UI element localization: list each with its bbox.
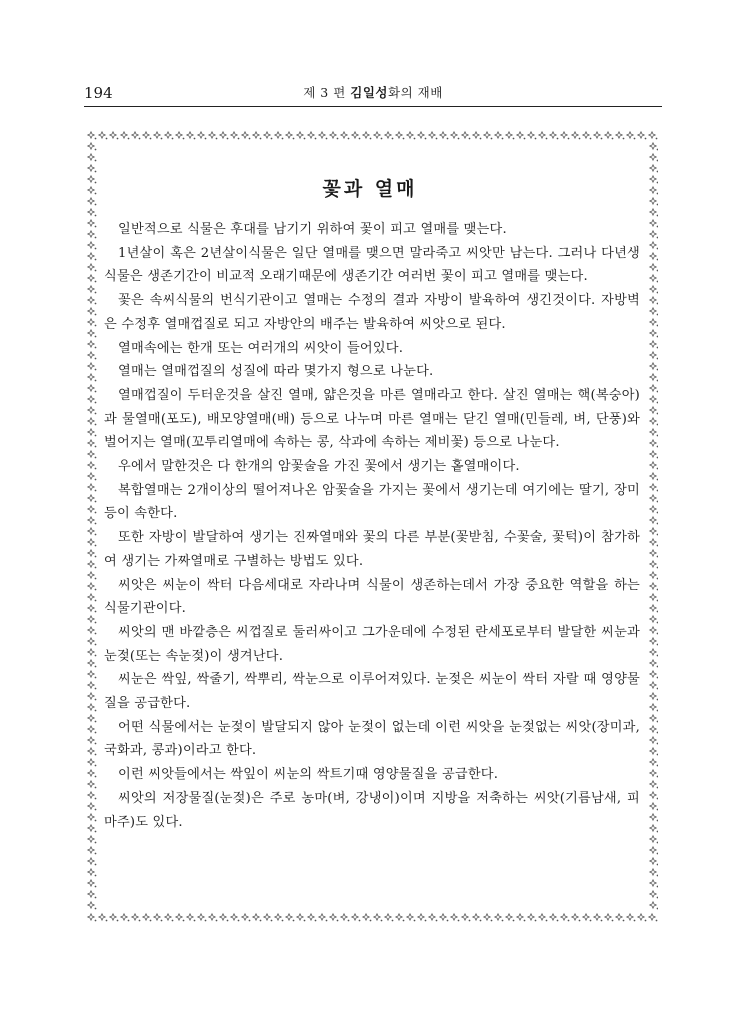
- border-flower-icon: [88, 825, 97, 833]
- border-flower-icon: [650, 495, 658, 503]
- border-flower-icon: [650, 671, 658, 679]
- border-flower-icon: [88, 506, 97, 514]
- border-flower-icon: [650, 407, 658, 415]
- border-flower-icon: [198, 914, 207, 922]
- border-flower-icon: [539, 914, 548, 922]
- border-flower-icon: [165, 132, 174, 140]
- paragraph: 이런 씨앗들에서는 싹잎이 씨눈의 싹트기때 영양물질을 공급한다.: [118, 767, 499, 783]
- paragraph: 열매껍질이 두터운것을 살진 열매, 얇은것을 마른 열매라고 한다. 살진 열매는 핵(복숭아)과 물열매(포도), 배모양열매(배) 등으로 나누며 마른 열매는 닫긴 열매(민들레, 벼, 단풍)와 벌어지는 열매(꼬투리열매에 속하는 콩, 삭과에 속하는 제비꽃) 등으로 나눈다.: [104, 387, 640, 451]
- border-flower-icon: [88, 836, 97, 844]
- paragraph: 우에서 말한것은 다 한개의 암꽃술을 가진 꽃에서 생기는 홑열매이다.: [118, 459, 520, 475]
- border-flower-icon: [209, 914, 218, 922]
- border-flower-icon: [583, 132, 592, 140]
- border-flower-icon: [264, 914, 273, 922]
- border-flower-icon: [88, 407, 97, 415]
- border-flower-icon: [451, 132, 460, 140]
- border-flower-icon: [650, 319, 658, 327]
- border-flower-icon: [528, 132, 537, 140]
- border-flower-icon: [88, 473, 97, 481]
- border-flower-icon: [88, 726, 97, 734]
- border-flower-icon: [484, 914, 493, 922]
- border-flower-icon: [264, 132, 273, 140]
- border-flower-icon: [88, 715, 97, 723]
- border-flower-icon: [418, 132, 427, 140]
- border-flower-icon: [88, 627, 97, 635]
- border-flower-icon: [88, 231, 97, 239]
- border-flower-icon: [88, 880, 97, 888]
- border-flower-icon: [561, 132, 570, 140]
- border-flower-icon: [88, 440, 97, 448]
- border-flower-icon: [88, 341, 97, 349]
- border-flower-icon: [88, 528, 97, 536]
- border-flower-icon: [88, 286, 97, 294]
- paragraph: 열매는 열매껍질의 성질에 따라 몇가지 형으로 나눈다.: [118, 364, 434, 380]
- border-flower-icon: [88, 649, 97, 657]
- border-flower-icon: [517, 914, 526, 922]
- paragraph: 씨앗의 저장물질(눈젖)은 주로 농마(벼, 강냉이)이며 지방을 저축하는 씨앗(기름남새, 피마주)도 있다.: [104, 790, 640, 830]
- border-flower-icon: [418, 914, 427, 922]
- paragraph: 복합열매는 2개이상의 떨어져나온 암꽃술을 가지는 꽃에서 생기는데 여기에는 딸기, 장미 등이 속한다.: [104, 482, 640, 522]
- border-flower-icon: [650, 473, 658, 481]
- border-flower-icon: [88, 154, 97, 162]
- border-flower-icon: [650, 330, 658, 338]
- border-flower-icon: [385, 914, 394, 922]
- paragraph: 씨눈은 싹잎, 싹줄기, 싹뿌리, 싹눈으로 이루어져있다. 눈젖은 씨눈이 싹터 자랄 때 영양물질을 공급한다.: [104, 672, 640, 712]
- border-flower-icon: [650, 264, 658, 272]
- border-flower-icon: [650, 836, 658, 844]
- border-flower-icon: [88, 209, 97, 217]
- border-flower-icon: [88, 242, 97, 250]
- border-flower-icon: [583, 914, 592, 922]
- border-flower-icon: [650, 297, 658, 305]
- border-flower-icon: [88, 847, 97, 855]
- paragraph: 꽃은 속씨식물의 번식기관이고 열매는 수정의 결과 자방이 발육하여 생긴것이다. 자방벽은 수정후 열매껍질로 되고 자방안의 배주는 발육하여 씨앗으로 된다.: [104, 293, 640, 332]
- body-text: [104, 218, 640, 834]
- border-flower-icon: [297, 914, 306, 922]
- border-flower-icon: [88, 132, 97, 140]
- border-flower-icon: [220, 132, 229, 140]
- section-title: 꽃과 열매: [322, 178, 418, 200]
- border-flower-icon: [650, 891, 658, 899]
- border-flower-icon: [88, 902, 97, 910]
- border-flower-icon: [495, 132, 504, 140]
- border-flower-icon: [650, 605, 658, 613]
- border-flower-icon: [528, 914, 537, 922]
- border-flower-icon: [594, 914, 603, 922]
- border-flower-icon: [88, 330, 97, 338]
- border-flower-icon: [462, 132, 471, 140]
- border-flower-icon: [88, 495, 97, 503]
- border-flower-icon: [650, 451, 658, 459]
- border-flower-icon: [650, 440, 658, 448]
- border-flower-icon: [650, 781, 658, 789]
- border-flower-icon: [407, 132, 416, 140]
- border-flower-icon: [650, 583, 658, 591]
- border-flower-icon: [650, 616, 658, 624]
- border-flower-icon: [110, 132, 119, 140]
- paragraph: 씨앗의 맨 바깥층은 씨껍질로 둘러싸이고 그가운데에 수정된 란세포로부터 발달한 씨눈과 눈젖(또는 속눈젖)이 생겨난다.: [104, 624, 640, 664]
- border-flower-icon: [231, 132, 240, 140]
- border-flower-icon: [650, 539, 658, 547]
- border-flower-icon: [99, 132, 108, 140]
- border-flower-icon: [650, 638, 658, 646]
- border-flower-icon: [88, 638, 97, 646]
- chapter-part: 제 3 편: [303, 85, 346, 100]
- page-number: 194: [84, 84, 113, 102]
- border-flower-icon: [352, 132, 361, 140]
- border-flower-icon: [396, 132, 405, 140]
- border-flower-icon: [650, 253, 658, 261]
- border-flower-icon: [650, 748, 658, 756]
- border-flower-icon: [650, 693, 658, 701]
- border-flower-icon: [242, 132, 251, 140]
- border-flower-icon: [187, 132, 196, 140]
- border-flower-icon: [650, 847, 658, 855]
- border-flower-icon: [88, 616, 97, 624]
- border-flower-icon: [88, 583, 97, 591]
- border-flower-icon: [374, 914, 383, 922]
- border-flower-icon: [650, 803, 658, 811]
- border-flower-icon: [517, 132, 526, 140]
- border-flower-icon: [143, 914, 152, 922]
- border-flower-icon: [88, 704, 97, 712]
- border-flower-icon: [495, 914, 504, 922]
- border-flower-icon: [88, 143, 97, 151]
- border-flower-icon: [88, 319, 97, 327]
- border-flower-icon: [330, 132, 339, 140]
- border-flower-icon: [143, 132, 152, 140]
- border-flower-icon: [650, 704, 658, 712]
- border-flower-icon: [506, 132, 515, 140]
- border-flower-icon: [572, 132, 581, 140]
- border-flower-icon: [649, 914, 658, 922]
- border-flower-icon: [88, 792, 97, 800]
- border-flower-icon: [650, 517, 658, 525]
- border-flower-icon: [88, 660, 97, 668]
- border-flower-icon: [396, 914, 405, 922]
- border-flower-icon: [275, 914, 284, 922]
- border-flower-icon: [88, 914, 97, 922]
- border-flower-icon: [650, 374, 658, 382]
- border-flower-icon: [650, 418, 658, 426]
- border-flower-icon: [616, 914, 625, 922]
- border-flower-icon: [88, 605, 97, 613]
- paragraph: 또한 자방이 발달하여 생기는 진짜열매와 꽃의 다른 부분(꽃받침, 수꽃술, 꽃턱)이 참가하여 생기는 가짜열매로 구별하는 방법도 있다.: [104, 530, 640, 569]
- border-flower-icon: [650, 352, 658, 360]
- chapter-rest: 화의 재배: [388, 85, 443, 100]
- paragraph: 열매속에는 한개 또는 여러개의 씨앗이 들어있다.: [118, 340, 404, 356]
- border-flower-icon: [198, 132, 207, 140]
- border-flower-icon: [484, 132, 493, 140]
- border-flower-icon: [650, 682, 658, 690]
- border-flower-icon: [650, 396, 658, 404]
- border-flower-icon: [341, 132, 350, 140]
- border-flower-icon: [253, 132, 262, 140]
- border-flower-icon: [308, 914, 317, 922]
- border-flower-icon: [462, 914, 471, 922]
- border-flower-icon: [88, 869, 97, 877]
- border-flower-icon: [627, 914, 636, 922]
- border-flower-icon: [88, 462, 97, 470]
- border-flower-icon: [650, 726, 658, 734]
- border-flower-icon: [88, 429, 97, 437]
- paragraph: 일반적으로 식물은 후대를 남기기 위하여 꽃이 피고 열매를 맺는다.: [118, 222, 507, 237]
- border-flower-icon: [650, 715, 658, 723]
- border-flower-icon: [132, 914, 141, 922]
- border-flower-icon: [275, 132, 284, 140]
- border-flower-icon: [650, 242, 658, 250]
- border-flower-icon: [88, 275, 97, 283]
- border-flower-icon: [440, 914, 449, 922]
- border-flower-icon: [88, 781, 97, 789]
- border-flower-icon: [132, 132, 141, 140]
- border-flower-icon: [88, 539, 97, 547]
- border-flower-icon: [473, 914, 482, 922]
- border-flower-icon: [88, 418, 97, 426]
- paragraph: 어떤 식물에서는 눈젖이 발달되지 않아 눈젖이 없는데 이런 씨앗을 눈젖없는 씨앗(장미과, 국화과, 콩과)이라고 한다.: [104, 719, 640, 759]
- border-flower-icon: [286, 914, 295, 922]
- border-flower-icon: [650, 363, 658, 371]
- border-flower-icon: [88, 517, 97, 525]
- border-flower-icon: [88, 264, 97, 272]
- border-flower-icon: [88, 770, 97, 778]
- border-flower-icon: [176, 132, 185, 140]
- border-flower-icon: [429, 132, 438, 140]
- border-flower-icon: [88, 561, 97, 569]
- border-flower-icon: [650, 231, 658, 239]
- border-flower-icon: [176, 914, 185, 922]
- chapter-title: [84, 82, 662, 104]
- border-flower-icon: [88, 572, 97, 580]
- border-flower-icon: [209, 132, 218, 140]
- border-flower-icon: [352, 914, 361, 922]
- border-flower-icon: [605, 132, 614, 140]
- border-flower-icon: [88, 814, 97, 822]
- border-flower-icon: [88, 396, 97, 404]
- border-flower-icon: [650, 627, 658, 635]
- border-flower-icon: [407, 914, 416, 922]
- border-flower-icon: [88, 308, 97, 316]
- border-flower-icon: [88, 363, 97, 371]
- paragraph: 씨앗은 씨눈이 싹터 다음세대로 자라나며 식물이 생존하는데서 가장 중요한 역할을 하는 식물기관이다.: [104, 577, 640, 617]
- border-flower-icon: [638, 914, 647, 922]
- border-flower-icon: [650, 572, 658, 580]
- border-flower-icon: [650, 825, 658, 833]
- border-flower-icon: [88, 671, 97, 679]
- border-flower-icon: [616, 132, 625, 140]
- border-flower-icon: [88, 385, 97, 393]
- border-flower-icon: [550, 914, 559, 922]
- border-flower-icon: [220, 914, 229, 922]
- border-flower-icon: [319, 132, 328, 140]
- border-flower-icon: [88, 759, 97, 767]
- border-flower-icon: [550, 132, 559, 140]
- border-flower-icon: [88, 737, 97, 745]
- border-flower-icon: [154, 132, 163, 140]
- border-flower-icon: [110, 914, 119, 922]
- border-flower-icon: [341, 914, 350, 922]
- border-flower-icon: [561, 914, 570, 922]
- border-flower-icon: [154, 914, 163, 922]
- border-flower-icon: [650, 902, 658, 910]
- border-flower-icon: [650, 209, 658, 217]
- border-flower-icon: [374, 132, 383, 140]
- border-flower-icon: [650, 858, 658, 866]
- border-flower-icon: [539, 132, 548, 140]
- border-flower-icon: [440, 132, 449, 140]
- border-flower-icon: [88, 858, 97, 866]
- border-flower-icon: [451, 914, 460, 922]
- border-flower-icon: [650, 594, 658, 602]
- border-flower-icon: [650, 660, 658, 668]
- border-flower-icon: [99, 914, 108, 922]
- border-flower-icon: [121, 132, 130, 140]
- border-flower-icon: [650, 759, 658, 767]
- border-flower-icon: [429, 914, 438, 922]
- border-flower-icon: [627, 132, 636, 140]
- border-flower-icon: [473, 132, 482, 140]
- border-flower-icon: [88, 803, 97, 811]
- border-flower-icon: [88, 253, 97, 261]
- border-flower-icon: [121, 914, 130, 922]
- border-flower-icon: [297, 132, 306, 140]
- border-flower-icon: [319, 914, 328, 922]
- border-flower-icon: [88, 484, 97, 492]
- border-flower-icon: [88, 594, 97, 602]
- border-flower-icon: [363, 132, 372, 140]
- border-flower-icon: [650, 528, 658, 536]
- border-flower-icon: [650, 429, 658, 437]
- border-flower-icon: [650, 506, 658, 514]
- border-flower-icon: [231, 914, 240, 922]
- border-flower-icon: [308, 132, 317, 140]
- running-header: [84, 82, 662, 107]
- border-flower-icon: [572, 914, 581, 922]
- border-flower-icon: [88, 682, 97, 690]
- border-flower-icon: [330, 914, 339, 922]
- border-flower-icon: [88, 297, 97, 305]
- border-flower-icon: [88, 451, 97, 459]
- border-flower-icon: [650, 550, 658, 558]
- border-flower-icon: [650, 484, 658, 492]
- border-flower-icon: [650, 561, 658, 569]
- border-flower-icon: [594, 132, 603, 140]
- border-flower-icon: [88, 352, 97, 360]
- border-flower-icon: [385, 132, 394, 140]
- border-flower-icon: [650, 880, 658, 888]
- border-flower-icon: [88, 550, 97, 558]
- border-flower-icon: [649, 132, 658, 140]
- border-flower-icon: [286, 132, 295, 140]
- chapter-name: 김일성: [350, 85, 388, 100]
- border-flower-icon: [650, 165, 658, 173]
- border-flower-icon: [650, 869, 658, 877]
- border-flower-icon: [650, 792, 658, 800]
- border-flower-icon: [253, 914, 262, 922]
- border-flower-icon: [650, 814, 658, 822]
- paragraph: 1년살이 혹은 2년살이식물은 일단 열매를 맺으면 말라죽고 씨앗만 남는다. 그러나 다년생식물은 생존기간이 비교적 오래기때문에 생존기간 여러번 꽃이 피고 열매를 맺는다.: [104, 245, 640, 285]
- border-flower-icon: [242, 914, 251, 922]
- border-flower-icon: [650, 286, 658, 294]
- border-flower-icon: [638, 132, 647, 140]
- border-flower-icon: [88, 748, 97, 756]
- border-flower-icon: [650, 737, 658, 745]
- border-flower-icon: [88, 693, 97, 701]
- border-flower-icon: [650, 649, 658, 657]
- border-flower-icon: [650, 770, 658, 778]
- border-flower-icon: [650, 275, 658, 283]
- border-flower-icon: [650, 143, 658, 151]
- border-flower-icon: [88, 220, 97, 228]
- border-flower-icon: [650, 154, 658, 162]
- border-flower-icon: [506, 914, 515, 922]
- border-flower-icon: [363, 914, 372, 922]
- border-flower-icon: [88, 891, 97, 899]
- border-flower-icon: [650, 341, 658, 349]
- border-flower-icon: [650, 308, 658, 316]
- border-flower-icon: [650, 385, 658, 393]
- border-flower-icon: [187, 914, 196, 922]
- border-flower-icon: [88, 374, 97, 382]
- border-flower-icon: [605, 914, 614, 922]
- border-flower-icon: [650, 462, 658, 470]
- border-flower-icon: [88, 165, 97, 173]
- border-flower-icon: [165, 914, 174, 922]
- border-flower-icon: [650, 220, 658, 228]
